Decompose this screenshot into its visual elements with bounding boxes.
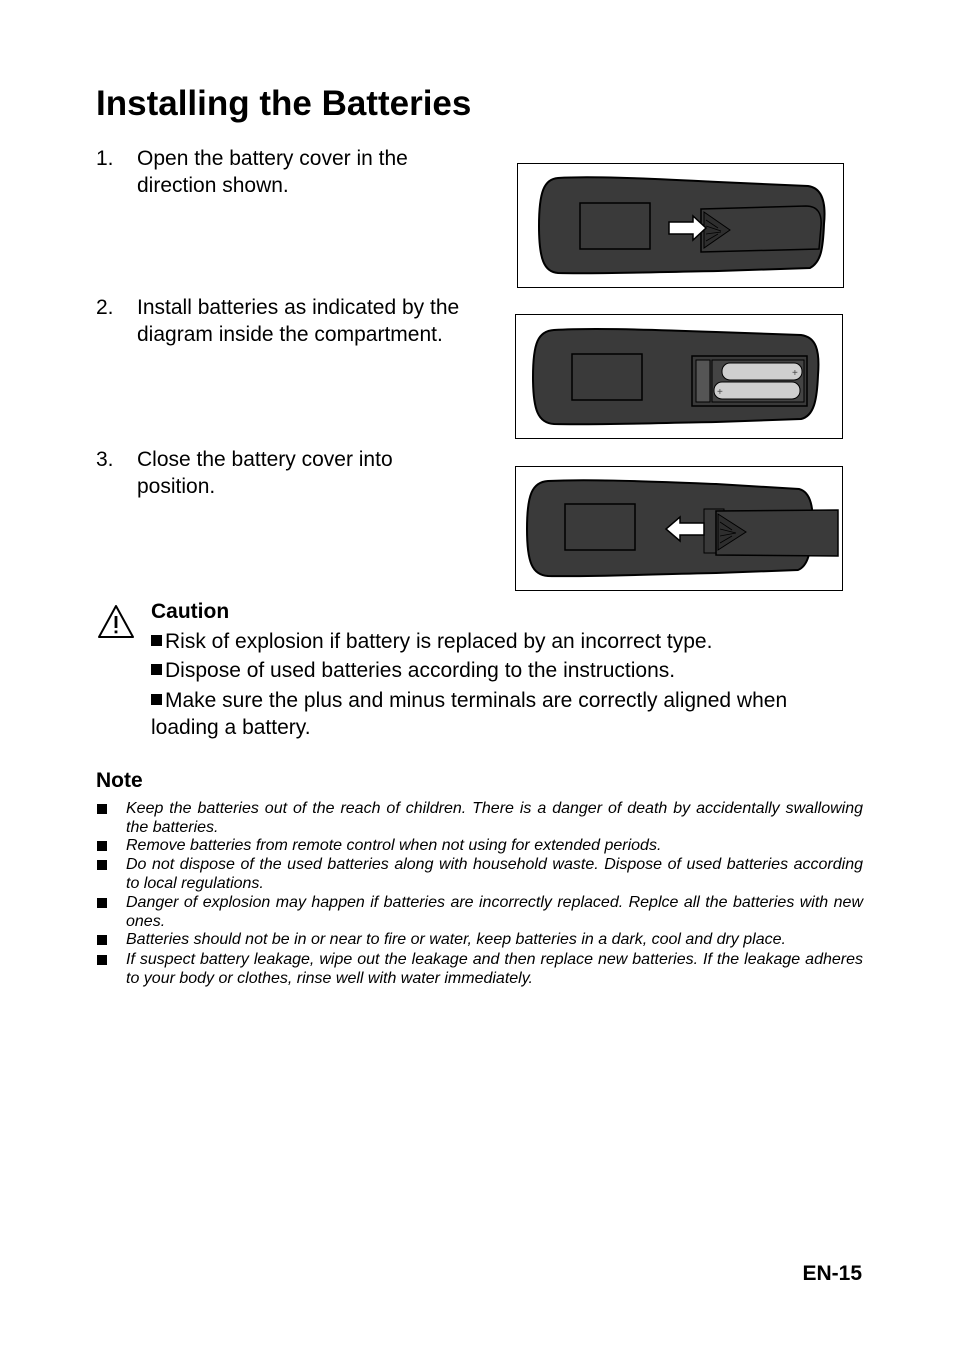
- battery-mark: +: [717, 387, 723, 398]
- bullet-square-icon: [151, 635, 162, 646]
- step-text: Open the battery cover in the direction shown.: [137, 147, 408, 197]
- note-item: Remove batteries from remote control when not using for extended periods.: [96, 837, 863, 856]
- bullet-square-icon: [151, 664, 162, 675]
- bullet-square-icon: [97, 841, 107, 851]
- note-item: Keep the batteries out of the reach of children. There is a danger of death by accidentally swallowing the batteries.: [96, 800, 863, 837]
- step-number: 2.: [96, 296, 114, 319]
- note-title: Note: [96, 769, 143, 792]
- step-text: Install batteries as indicated by the diagram inside the compartment.: [137, 296, 460, 346]
- page-title: Installing the Batteries: [96, 84, 472, 123]
- bullet-square-icon: [97, 860, 107, 870]
- note-item: If suspect battery leakage, wipe out the leakage and then replace new batteries. If the leakage adheres to your body or clothes, rinse well with water immediately.: [96, 951, 863, 988]
- bullet-square-icon: [97, 955, 107, 965]
- figure-close-cover: [515, 466, 843, 591]
- caution-item: Make sure the plus and minus terminals are correctly aligned when: [151, 687, 787, 714]
- figure-batteries-installed: [515, 314, 843, 439]
- page-number: EN-15: [802, 1262, 862, 1285]
- note-item: Do not dispose of the used batteries along with household waste. Dispose of used batteries according to local regulations.: [96, 856, 863, 893]
- bullet-square-icon: [97, 804, 107, 814]
- remote-batteries-icon: [516, 315, 844, 440]
- caution-item: Risk of explosion if battery is replaced by an incorrect type.: [151, 628, 712, 655]
- caution-title: Caution: [151, 600, 230, 623]
- step-number: 1.: [96, 147, 114, 170]
- bullet-square-icon: [151, 694, 162, 705]
- step-number: 3.: [96, 448, 114, 471]
- bullet-square-icon: [97, 898, 107, 908]
- caution-item-continuation: loading a battery.: [151, 716, 311, 739]
- figure-open-cover: [517, 163, 844, 288]
- remote-open-cover-icon: [518, 164, 845, 289]
- battery-mark: +: [792, 368, 798, 379]
- step-text: Close the battery cover into position.: [137, 448, 393, 498]
- caution-item: Dispose of used batteries according to the instructions.: [151, 657, 675, 684]
- warning-triangle-icon: [97, 604, 135, 640]
- bullet-square-icon: [97, 935, 107, 945]
- note-item: Batteries should not be in or near to fire or water, keep batteries in a dark, cool and dry place.: [96, 931, 863, 950]
- remote-close-cover-icon: [516, 467, 844, 592]
- note-item: Danger of explosion may happen if batteries are incorrectly replaced. Replce all the batteries with new ones.: [96, 894, 863, 931]
